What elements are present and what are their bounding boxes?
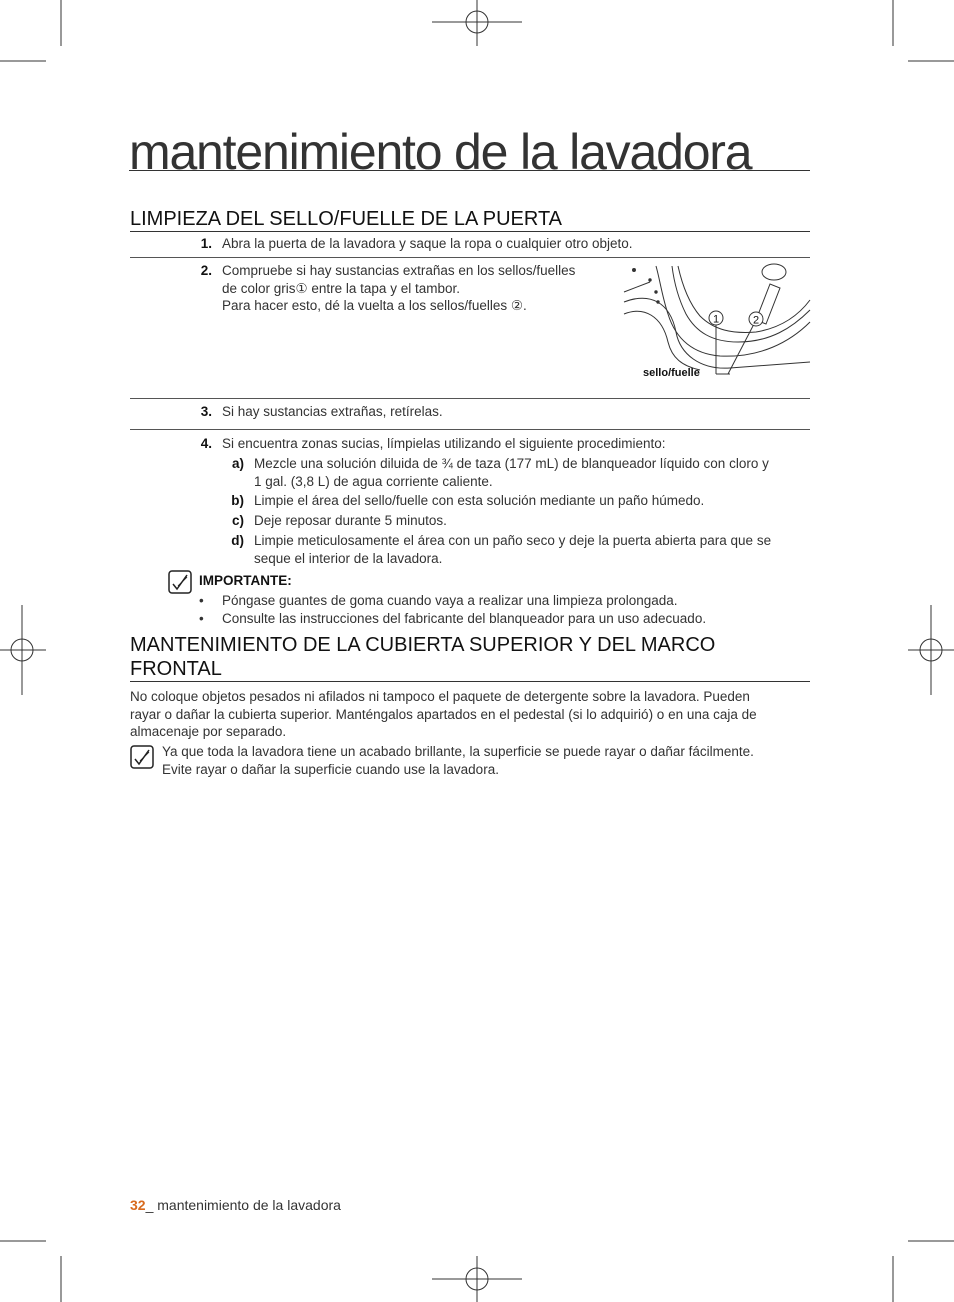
substep-letter: a)	[231, 456, 244, 471]
footer-text: _ mantenimiento de la lavadora	[145, 1197, 341, 1213]
step-number: 3.	[200, 404, 212, 419]
door-seal-illustration	[620, 262, 812, 382]
substep-letter: b)	[231, 493, 244, 508]
callout-1: 1	[712, 313, 720, 326]
callout-2: 2	[752, 314, 760, 327]
step-line: Para hacer esto, dé la vuelta a los sellos/fuelles ②.	[222, 298, 527, 313]
step-number: 2.	[200, 263, 212, 278]
top-cover-note: Ya que toda la lavadora tiene un acabado brillante, la superficie se puede rayar o dañar fácilmente. Evite rayar o dañar la superficie cuando use la lavadora.	[162, 744, 754, 777]
note-pencil-icon	[168, 570, 192, 594]
step-text: Abra la puerta de la lavadora y saque la ropa o cualquier otro objeto.	[222, 236, 633, 251]
top-cover-paragraph: No coloque objetos pesados ni afilados ni tampoco el paquete de detergente sobre la lavadora. Pueden rayar o dañar la cubierta superior. Manténgalos apartados en el pedestal (si lo adquirió) o en una caja de almacenaje por separado.	[130, 689, 757, 739]
page-footer	[130, 1197, 341, 1213]
step-divider	[130, 429, 810, 430]
step-divider	[130, 398, 810, 399]
step-divider	[130, 257, 810, 258]
substep-letter: d)	[231, 533, 244, 548]
step-number: 1.	[200, 236, 212, 251]
substep-text: Limpie meticulosamente el área con un paño seco y deje la puerta abierta para que se seque el interior de la lavadora.	[254, 533, 772, 566]
chapter-title: mantenimiento de la lavadora	[129, 122, 810, 171]
substep-text: Limpie el área del sello/fuelle con esta solución mediante un paño húmedo.	[254, 493, 705, 508]
step-text: Si hay sustancias extrañas, retírelas.	[222, 404, 443, 419]
figure-label-seal: sello/fuelle	[643, 367, 700, 379]
substep-text: Mezcle una solución diluida de ¾ de taza (177 mL) de blanqueador líquido con cloro y 1 gal. (3,8 L) de agua corriente caliente.	[254, 456, 769, 489]
step-line: de color gris① entre la tapa y el tambor.	[222, 280, 460, 296]
section-title-top-cover: MANTENIMIENTO DE LA CUBIERTA SUPERIOR Y DEL MARCO FRONTAL	[130, 633, 810, 682]
substep-letter: c)	[231, 513, 244, 528]
note-pencil-icon	[130, 745, 154, 769]
page-number: 32	[130, 1197, 146, 1213]
step-text	[222, 262, 602, 315]
important-label: IMPORTANTE:	[199, 573, 292, 588]
step-line: Compruebe si hay sustancias extrañas en los sellos/fuelles	[222, 263, 576, 278]
step-text: Si encuentra zonas sucias, límpielas utilizando el siguiente procedimiento:	[222, 436, 666, 451]
section-title-door-seal: LIMPIEZA DEL SELLO/FUELLE DE LA PUERTA	[130, 207, 810, 232]
substep-text: Deje reposar durante 5 minutos.	[254, 513, 447, 528]
step-number: 4.	[200, 436, 212, 451]
